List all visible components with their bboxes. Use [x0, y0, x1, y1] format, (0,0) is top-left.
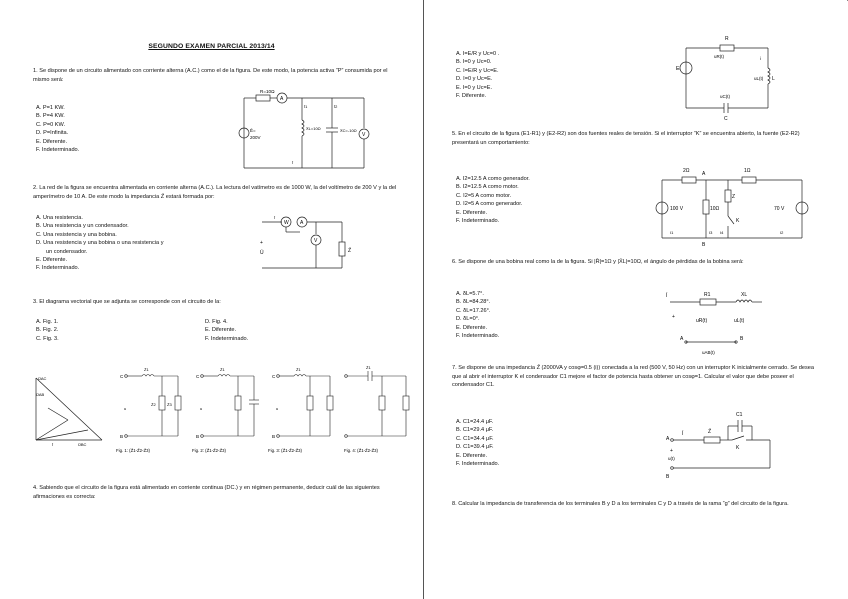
option[interactable]: F. Diferente. — [456, 93, 487, 100]
option[interactable]: F. Indeterminado. — [456, 333, 500, 340]
label-b: B — [740, 336, 744, 342]
figure-4-q3 — [340, 362, 416, 458]
label-i: Ī — [52, 442, 54, 447]
option[interactable]: E. Diferente. — [456, 209, 488, 216]
option[interactable]: E. Diferente. — [456, 452, 488, 459]
question-6: 6. Se dispone de una bobina real como la de la figura. Si |R̄|=1Ω y |X̄L|=10Ω, el ángulo de pérdidas de la bobina será: — [452, 259, 744, 265]
label-i2: Ī2 — [334, 104, 338, 109]
label-z1: Z̄1 — [366, 365, 371, 370]
circuit-figure-q2 — [252, 210, 362, 276]
option[interactable]: B. Fig. 2. — [36, 327, 59, 334]
label-b: B — [702, 242, 706, 248]
option[interactable]: F. Indeterminado. — [36, 147, 80, 154]
option[interactable]: A. I2=12.5 A como generador. — [456, 176, 530, 182]
label-c1: C1 — [736, 412, 743, 418]
figure-2-caption: Fig. 2: (Z̄1-Z̄2-Z̄3) — [192, 448, 226, 453]
question-1-options — [36, 104, 79, 154]
circuit-figure-q5 — [652, 160, 814, 248]
question-7-options — [456, 418, 499, 468]
circuit-figure-q1 — [232, 88, 382, 178]
option[interactable]: B. I=0 y Uc=0. — [456, 59, 492, 66]
label-uab: ŪAB — [36, 392, 45, 397]
label-r1: 2Ω — [683, 168, 690, 174]
label-u: u — [124, 406, 127, 411]
label-i: Ī — [292, 160, 294, 165]
label-i1: Ī1 — [304, 104, 308, 109]
option[interactable]: B. P=4 KW. — [36, 113, 65, 120]
label-ur: uR(t) — [714, 54, 724, 59]
figure-4-caption: Fig. 4: (Z̄1-Z̄2-Z̄3) — [344, 448, 378, 453]
label-b: B — [272, 434, 276, 439]
label-b: B — [120, 434, 124, 439]
label-z: Z̄ — [708, 429, 712, 435]
label-z1: Z̄1 — [296, 367, 301, 372]
page-right — [424, 0, 847, 599]
option[interactable]: E. Diferente. — [205, 327, 237, 334]
label-ubc: ŪBC — [78, 442, 87, 447]
circuit-figure-q7 — [658, 404, 788, 480]
figure-3-caption: Fig. 3: (Z̄1-Z̄2-Z̄3) — [268, 448, 302, 453]
label-u: Ū — [260, 250, 264, 256]
option[interactable]: A. δL=5.7°. — [456, 291, 484, 297]
question-3-options-left — [36, 318, 59, 343]
option[interactable]: D. P=Infinita. — [36, 130, 69, 137]
label-w: W — [284, 220, 289, 226]
label-c: C — [272, 374, 276, 379]
option[interactable]: A. C1=24.4 μF. — [456, 419, 494, 425]
label-b: B — [666, 474, 670, 480]
option[interactable]: F. Indeterminado. — [205, 335, 249, 342]
label-v: V — [314, 238, 318, 244]
label-z1: Z̄1 — [144, 367, 149, 372]
label-z1: Z̄1 — [220, 367, 225, 372]
label-u: u(t) — [668, 456, 675, 461]
label-c: C — [724, 116, 728, 120]
circuit-figure-q6 — [656, 288, 776, 358]
label-i3: I3 — [709, 230, 713, 235]
option[interactable]: C. C1=34.4 μF. — [456, 435, 494, 442]
label-plus: + — [672, 314, 675, 320]
label-r3: 10Ω — [710, 206, 720, 212]
label-xl: X̄L=10Ω — [306, 126, 321, 131]
question-4: 4. Sabiendo que el circuito de la figura está alimentado en corriente continua (DC.) y en régimen permanente, deducir cuál de las siguientes afirmaciones es correcta: — [33, 485, 380, 500]
question-1: 1. Se dispone de un circuito alimentado con corriente alterna (A.C.) como el de la figura. De este modo, la potencia activa “P” consumida por el mismo será: — [33, 68, 388, 83]
option[interactable]: C. I2=5 A como motor. — [456, 192, 512, 199]
label-e: Ē= — [250, 128, 256, 133]
label-e1: 100 V — [670, 206, 684, 212]
label-c: C — [120, 374, 124, 379]
label-i4: I4 — [720, 230, 724, 235]
figure-3-q3 — [264, 362, 340, 458]
label-a: A — [702, 171, 706, 177]
option[interactable]: A. I=E/R y Uc=0 . — [456, 51, 500, 57]
label-ur: uR(t) — [696, 318, 708, 324]
label-i: Ī — [682, 431, 684, 437]
exam-title: SEGUNDO EXAMEN PARCIAL 2013/14 — [148, 43, 275, 50]
label-xl: XL — [741, 292, 748, 298]
option[interactable]: F. Indeterminado. — [36, 265, 80, 272]
option[interactable]: A. Una resistencia. — [36, 215, 83, 221]
option[interactable]: B. C1=29.4 μF. — [456, 427, 494, 434]
label-e: E — [676, 66, 680, 72]
question-5: 5. En el circuito de la figura (E1-R1) y (E2-R2) son dos fuentes reales de tensión. Si el interruptor “K” se encuentra abierto, la fuente (E2-R2) presentará un comportamiento: — [452, 131, 800, 146]
option[interactable]: C. P=0 KW. — [36, 121, 66, 128]
label-a: A — [680, 336, 684, 342]
page-left — [0, 0, 423, 599]
option[interactable]: D. Una resistencia y una bobina o una resistencia y — [36, 240, 164, 247]
label-xc: X̄C=-10Ω — [340, 128, 357, 133]
question-5-options — [456, 175, 530, 225]
label-k: K — [736, 218, 740, 224]
label-plus: + — [260, 240, 263, 246]
option[interactable]: F. Indeterminado. — [456, 218, 500, 225]
vector-diagram-q3 — [28, 370, 110, 448]
question-2: 2. La red de la figura se encuentra alimentada en corriente alterna (A.C.). La lectura del vatímetro es de 1000 W, la del voltímetro de 200 V y la del amperímetro de 10 A. De este modo la impedancia Z̄ estará formada por: — [33, 185, 397, 200]
label-a: A — [666, 436, 670, 442]
label-ul: uL(t) — [734, 318, 745, 324]
figure-2-q3 — [188, 362, 264, 458]
option[interactable]: D. I=0 y Uc=E. — [456, 76, 493, 83]
question-7: 7. Se dispone de una impedancia Z̄ (2000VA y cosφ=0.5 (i)) conectada a la red (500 V, 50 Hz) con un interruptor K inicialmente cerrado. Se desea que al abrir el interruptor K el condensador C1 mejore el factor de potencia hasta obtener un cosφ=1. Calcular el valor que debe poseer el condensador C1. — [452, 365, 814, 389]
option[interactable]: C. δL=17.26°. — [456, 307, 491, 314]
label-i2: I2 — [780, 230, 784, 235]
label-plus: + — [670, 448, 673, 454]
option[interactable]: D. Fig. 4. — [205, 319, 228, 325]
label-i: i — [760, 56, 761, 61]
question-2-options — [36, 214, 164, 273]
option[interactable]: B. δL=84.28°. — [456, 299, 491, 306]
label-i1: I1 — [670, 230, 674, 235]
option[interactable]: D. I2=5 A como generador. — [456, 201, 523, 208]
label-b: B — [196, 434, 200, 439]
option[interactable]: B. Una resistencia y un condensador. — [36, 223, 129, 230]
option[interactable]: un condensador. — [46, 248, 88, 255]
label-r2: 1Ω — [744, 168, 751, 174]
label-i: Ī — [274, 215, 276, 220]
label-ul: uL(t) — [754, 76, 764, 81]
question-3: 3. El diagrama vectorial que se adjunta se corresponde con el circuito de la: — [33, 299, 221, 305]
label-r: R=10Ω — [260, 89, 275, 94]
label-i: Ī — [666, 293, 668, 299]
option[interactable]: E. Diferente. — [456, 324, 488, 331]
question-3-options-right — [205, 318, 248, 343]
label-c: C — [196, 374, 200, 379]
figure-1-q3 — [112, 362, 188, 458]
label-r: R1 — [704, 292, 711, 298]
label-u: u — [200, 406, 203, 411]
label-ev: 200V — [250, 135, 261, 140]
label-e2: 70 V — [774, 206, 785, 212]
label-uc: uC(t) — [720, 94, 730, 99]
option[interactable]: A. Fig. 1. — [36, 319, 59, 325]
label-a: A — [280, 96, 284, 102]
option[interactable]: C. Una resistencia y una bobina. — [36, 231, 117, 238]
option[interactable]: D. C1=39.4 μF. — [456, 444, 494, 451]
label-z: Z̄ — [348, 248, 352, 254]
circuit-figure-q4 — [674, 28, 784, 120]
option[interactable]: A. P=1 KW. — [36, 105, 65, 111]
label-v: V — [362, 132, 366, 138]
label-uab: uAB(t) — [702, 350, 715, 355]
label-z3: Z̄3 — [167, 402, 172, 407]
label-r: R — [725, 36, 729, 42]
label-z2: Z̄2 — [151, 402, 156, 407]
option[interactable]: B. I2=12.5 A como motor. — [456, 184, 519, 191]
option[interactable]: F. Indeterminado. — [456, 461, 500, 468]
label-uac: ŪAC — [38, 376, 47, 381]
label-u: u — [276, 406, 279, 411]
question-8: 8. Calcular la impedancia de transferencia de los terminales B y D a los terminales C y D a través de la rama “g” del circuito de la figura. — [452, 501, 789, 507]
label-a: A — [300, 220, 304, 226]
option[interactable]: E. Diferente. — [36, 257, 68, 264]
question-4-options — [456, 50, 499, 100]
option[interactable]: C. I=E/R y Uc=E. — [456, 67, 499, 74]
label-k: K — [736, 445, 740, 451]
figure-1-caption: Fig. 1: (Z̄1-Z̄2-Z̄3) — [116, 448, 150, 453]
option[interactable]: E. Diferente. — [36, 138, 68, 145]
label-z: Z — [732, 194, 736, 200]
question-6-options — [456, 290, 499, 340]
option[interactable]: D. δL=0°. — [456, 316, 480, 323]
option[interactable]: E. I=0 y Uc=E. — [456, 84, 493, 91]
label-l: L — [772, 76, 775, 82]
option[interactable]: C. Fig. 3. — [36, 335, 59, 342]
